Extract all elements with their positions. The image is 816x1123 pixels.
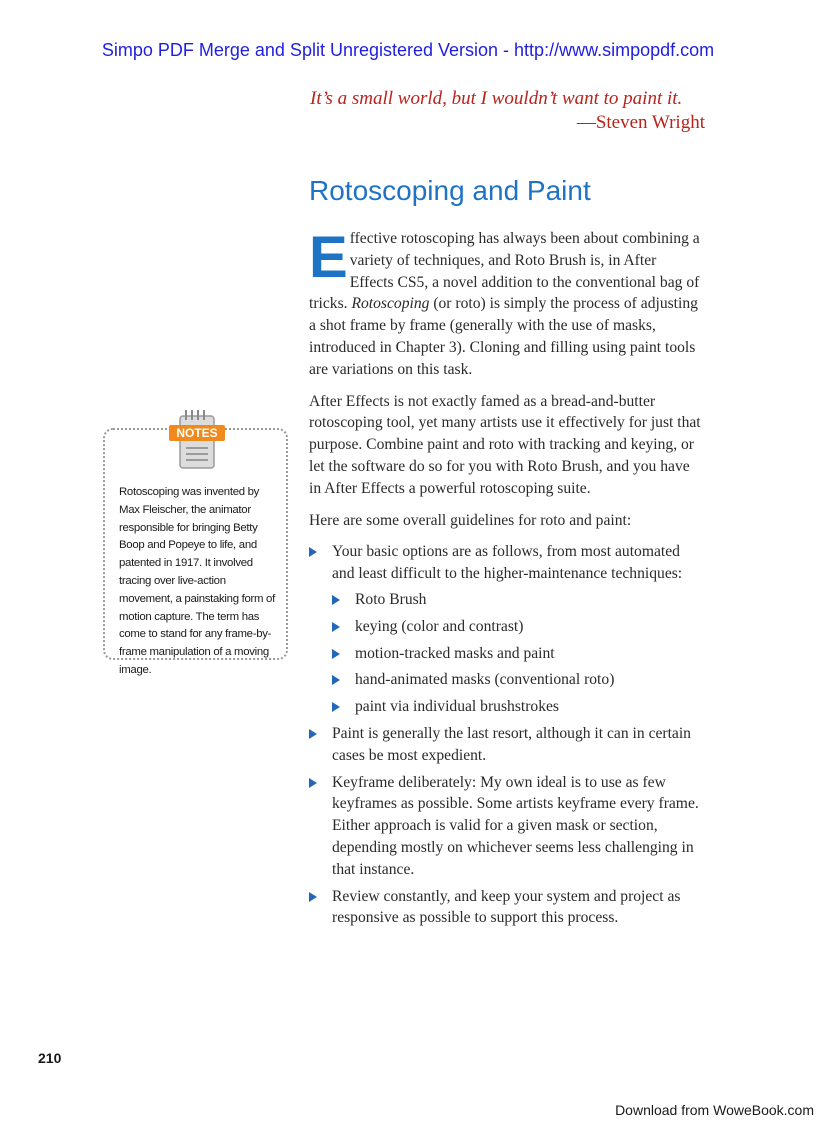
sub-list-item (332, 616, 701, 638)
chapter-title: Rotoscoping and Paint (309, 175, 591, 206)
bullet-text: Keyframe deliberately: My own ideal is to use as few keyframes as possible. Some artists keyframe every frame. Either approach is valid for a given mask or section, depending mostly on whichever seems less challenging in that instance. (332, 773, 699, 878)
paragraph-3: Here are some overall guidelines for roto and paint: (309, 511, 632, 529)
bullet-arrow-icon (332, 649, 340, 659)
bullet-text: Review constantly, and keep your system and project as responsive as possible to support this process. (332, 887, 681, 927)
epigraph-quote: It’s a small world, but I wouldn’t want to paint it. (310, 88, 683, 109)
drop-cap: E (309, 225, 348, 290)
bullet-arrow-icon (309, 892, 317, 902)
download-note: Download from WoweBook.com (615, 1102, 814, 1118)
sub-list-item (332, 696, 701, 718)
bullet-arrow-icon (332, 702, 340, 712)
list-item (309, 886, 701, 930)
sub-item-text: motion-tracked masks and paint (355, 644, 555, 662)
watermark-banner: Simpo PDF Merge and Split Unregistered Version - http://www.simpopdf.com (101, 40, 715, 60)
intro-tail: (or roto) is simply the process of adjusting a shot frame by frame (generally with the use of masks, introduced in Chapter 3). Cloning and filling using paint tools are variations on this task. (309, 295, 698, 378)
bullet-arrow-icon (309, 547, 317, 557)
intro-term: Rotoscoping (351, 295, 430, 313)
options-sublist (332, 589, 701, 718)
sub-item-text: keying (color and contrast) (355, 617, 524, 635)
body-column (309, 225, 701, 934)
list-item (309, 772, 701, 881)
bullet-text: Paint is generally the last resort, although it can in certain cases be most expedient. (332, 724, 691, 764)
bullet-arrow-icon (332, 675, 340, 685)
bullet-text: Your basic options are as follows, from most automated and least difficult to the higher-maintenance techniques: (332, 543, 683, 583)
list-item (309, 541, 701, 718)
page-number: 210 (38, 1050, 62, 1066)
bullet-arrow-icon (309, 778, 317, 788)
sub-list-item (332, 669, 701, 691)
paragraph-2: After Effects is not exactly famed as a bread-and-butter rotoscoping tool, yet many artists use it effectively for just that purpose. Combine paint and roto with tracking and keying, or let the software do so for you with Roto Brush, and you have in After Effects a powerful rotoscoping suite. (309, 392, 701, 497)
sub-list-item (332, 589, 701, 611)
sub-item-text: Roto Brush (355, 590, 427, 608)
notes-text: Rotoscoping was invented by Max Fleischer, the animator responsible for bringing Betty Boop and Popeye to life, and patented in 1917. It involved tracing over live-action movement, a painstaking form of motion capture. The term has come to stand for any frame-by-frame manipulation of a moving image. (119, 486, 275, 676)
list-item (309, 723, 701, 767)
notes-label: NOTES (169, 425, 225, 441)
epigraph (310, 88, 705, 134)
bullet-arrow-icon (309, 729, 317, 739)
bullet-arrow-icon (332, 595, 340, 605)
intro-paragraph (309, 225, 701, 381)
bullet-arrow-icon (332, 622, 340, 632)
sub-item-text: hand-animated masks (conventional roto) (355, 671, 615, 689)
guidelines-list (309, 541, 701, 929)
sub-item-text: paint via individual brushstrokes (355, 698, 559, 716)
sub-list-item (332, 643, 701, 665)
intro-text: ffective rotoscoping has always been about combining a variety of techniques, and Roto Brush is, in After Effects CS5, a novel addition to the conventional bag of tricks. (309, 230, 700, 313)
epigraph-author: —Steven Wright (576, 112, 705, 133)
